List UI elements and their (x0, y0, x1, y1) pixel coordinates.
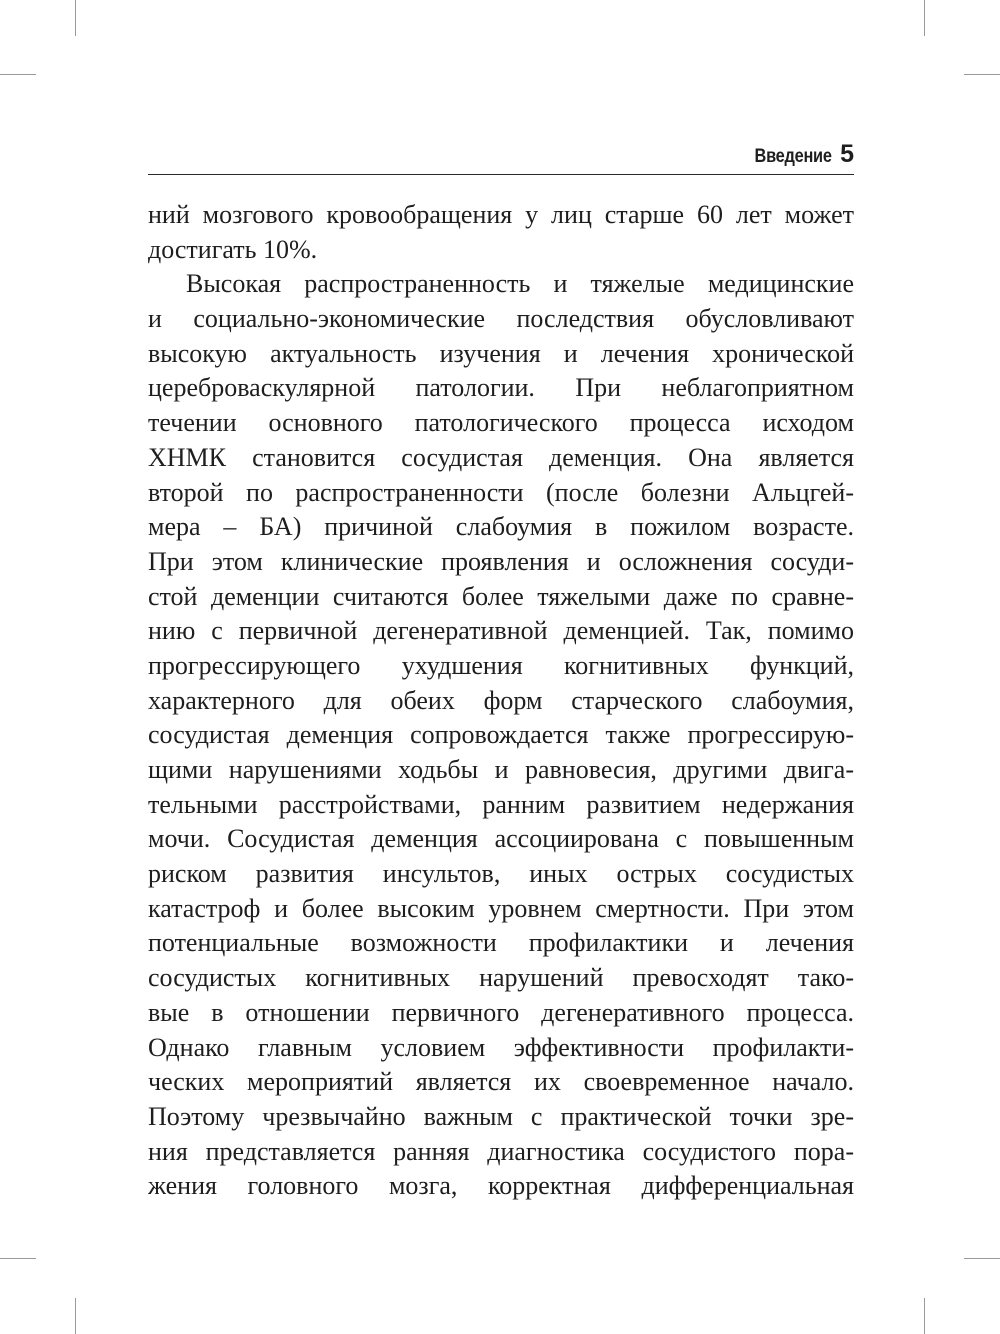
text-line: сосудистая деменция сопровождается также прогрессирую- (148, 720, 854, 750)
text-line: При этом клинические проявления и осложнения сосуди- (148, 546, 854, 576)
text-line: прогрессирующего ухудшения когнитивных функций, (148, 650, 854, 680)
crop-mark (964, 74, 1000, 75)
text-line: ческих мероприятий является их своевременное начало. (148, 1067, 854, 1097)
text-line: второй по распространенности (после болезни Альцгей- (148, 477, 854, 507)
text-line: достигать 10%. (148, 234, 318, 264)
text-line: ХНМК становится сосудистая деменция. Она является (148, 442, 854, 472)
text-line: цереброваскулярной патологии. При неблагоприятном (148, 373, 854, 403)
text-line: тельными расстройствами, ранним развитием недержания (148, 789, 854, 819)
crop-mark (924, 1298, 925, 1334)
crop-mark (964, 1258, 1000, 1259)
text-line: Однако главным условием эффективности профилакти- (148, 1032, 854, 1062)
text-line: нию с первичной дегенеративной деменцией. Так, помимо (148, 616, 854, 646)
text-line: стой деменции считаются более тяжелыми даже по сравне- (148, 581, 854, 611)
text-line: высокую актуальность изучения и лечения хронической (148, 338, 854, 368)
page-number: 5 (840, 140, 854, 168)
text-line: мочи. Сосудистая деменция ассоциирована с повышенным (148, 824, 854, 854)
text-line: вые в отношении первичного дегенеративного процесса. (148, 997, 854, 1027)
running-header (148, 140, 854, 175)
crop-mark (75, 0, 76, 36)
text-line: течении основного патологического процесса исходом (148, 408, 854, 438)
text-line: щими нарушениями ходьбы и равновесия, другими двига- (148, 755, 854, 784)
running-title: Введение (754, 146, 833, 167)
text-line: характерного для обеих форм старческого слабоумия, (148, 685, 854, 715)
body-text (148, 198, 854, 1204)
text-line: потенциальные возможности профилактики и лечения (148, 928, 854, 958)
text-line: ния представляется ранняя диагностика сосудистого пора- (148, 1136, 854, 1166)
crop-mark (0, 1258, 36, 1259)
text-line: ний мозгового кровообращения у лиц старше 60 лет может (148, 200, 854, 229)
text-line: Поэтому чрезвычайно важным с практической точки зре- (148, 1101, 854, 1131)
text-line: риском развития инсультов, иных острых сосудистых (148, 859, 854, 889)
text-line: и социально-экономические последствия обусловливают (148, 304, 854, 334)
text-line: мера – БА) причиной слабоумия в пожилом возрасте. (148, 512, 854, 542)
text-line: сосудистых когнитивных нарушений превосходят тако- (148, 963, 854, 993)
crop-mark (75, 1298, 76, 1334)
text-line: катастроф и более высоким уровнем смертности. При этом (148, 893, 854, 923)
crop-mark (0, 74, 36, 75)
text-line: жения головного мозга, корректная дифференциальная (148, 1171, 854, 1201)
text-line: Высокая распространенность и тяжелые медицинские (186, 269, 854, 299)
crop-mark (924, 0, 925, 36)
